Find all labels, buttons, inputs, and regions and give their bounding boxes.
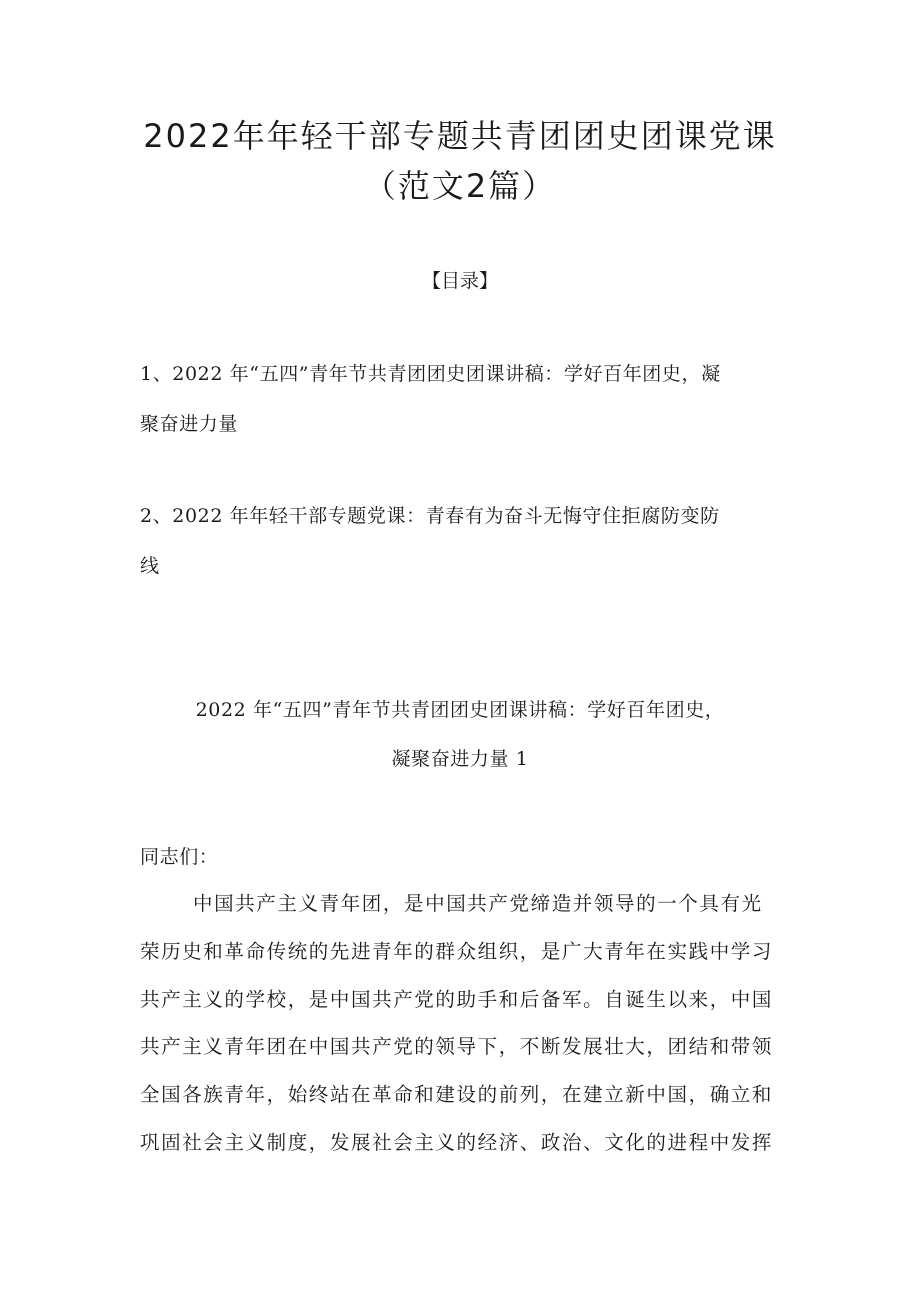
section-title-line-2: 凝聚奋进力量 1	[391, 748, 529, 770]
document-title-line-1: 2022年年轻干部专题共青团团史团课党课	[143, 117, 777, 155]
paragraph-line: 全国各族青年，始终站在革命和建设的前列，在建立新中国，确立和	[140, 1083, 774, 1106]
toc-item-1-line-2: 聚奋进力量	[140, 413, 239, 435]
paragraph-line: 巩固社会主义制度，发展社会主义的经济、政治、文化的进程中发挥	[140, 1131, 774, 1154]
paragraph-line: 中国共产主义青年团，是中国共产党缔造并领导的一个具有光	[193, 892, 763, 915]
paragraph-line: 共产主义青年团在中国共产党的领导下，不断发展壮大，团结和带领	[140, 1035, 774, 1058]
document-title-line-2: （范文2篇）	[363, 167, 557, 205]
paragraph-line: 共产主义的学校，是中国共产党的助手和后备军。自诞生以来，中国	[140, 988, 774, 1011]
toc-item-1-line-1: 1、2022 年“五四”青年节共青团团史团课讲稿：学好百年团史，凝	[140, 363, 721, 385]
toc-heading: 【目录】	[421, 270, 498, 292]
salutation: 同志们：	[140, 846, 219, 868]
toc-item-2-line-2: 线	[140, 555, 160, 577]
paragraph-line: 荣历史和革命传统的先进青年的群众组织，是广大青年在实践中学习	[140, 940, 774, 963]
section-title-line-1: 2022 年“五四”青年节共青团团史团课讲稿：学好百年团史，	[195, 699, 725, 721]
toc-item-2-line-1: 2、2022 年年轻干部专题党课：青春有为奋斗无悔守住拒腐防变防	[140, 505, 720, 527]
